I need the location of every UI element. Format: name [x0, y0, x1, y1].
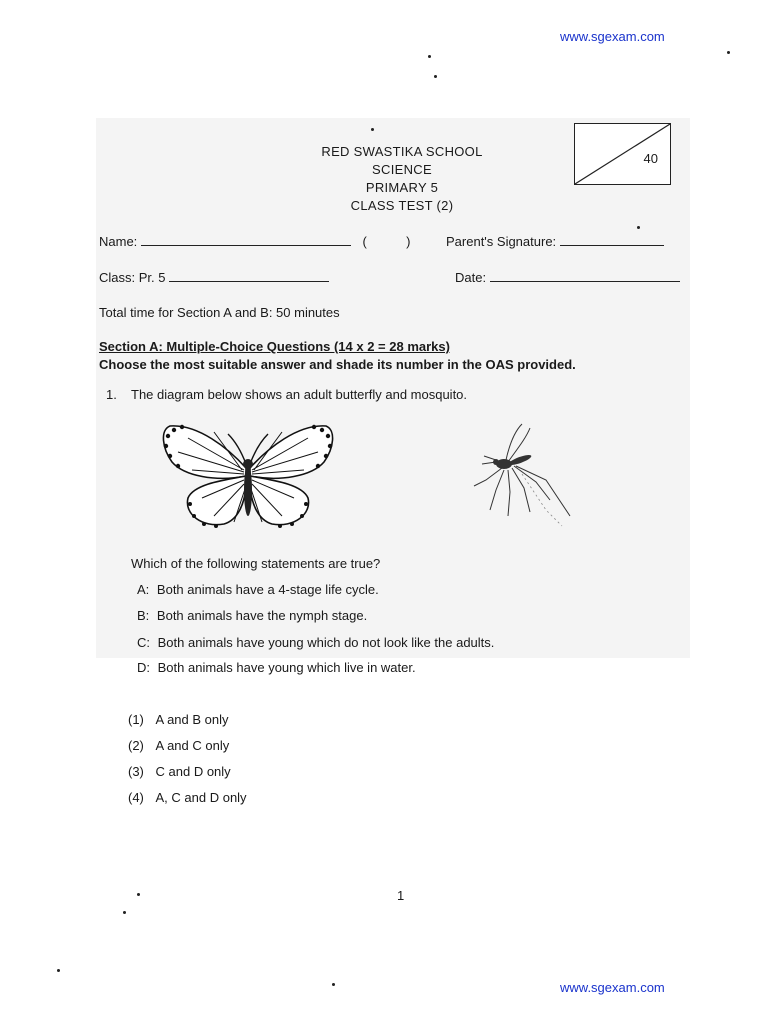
statement-letter: C: [137, 635, 150, 650]
test-title: CLASS TEST (2) [350, 198, 454, 213]
statement-d [137, 660, 416, 675]
time-note: Total time for Section A and B: 50 minutes [99, 305, 340, 320]
question-prompt: Which of the following statements are true? [131, 556, 381, 571]
question-number: 1. [106, 387, 117, 402]
class-field[interactable] [99, 270, 329, 285]
level: PRIMARY 5 [365, 180, 439, 195]
option-text: A, C and D only [155, 790, 247, 805]
name-field[interactable] [99, 234, 410, 249]
scan-speck [371, 128, 374, 131]
scan-speck [332, 983, 335, 986]
score-box [574, 123, 671, 185]
scan-speck [637, 226, 640, 229]
date-blank[interactable] [490, 270, 680, 282]
section-instruction: Choose the most suitable answer and shade its number in the OAS provided. [99, 357, 576, 372]
index-bracket-open: ( [362, 234, 367, 249]
name-label: Name: [99, 234, 138, 249]
option-number: (4) [128, 790, 144, 805]
school-name: RED SWASTIKA SCHOOL [321, 144, 483, 159]
scan-speck [727, 51, 730, 54]
statement-text: Both animals have the nymph stage. [156, 608, 368, 623]
statement-text: Both animals have a 4-stage life cycle. [156, 582, 379, 597]
answer-option-3[interactable] [128, 764, 231, 779]
parent-signature-blank[interactable] [560, 234, 664, 246]
class-label: Class: Pr. 5 [99, 270, 166, 285]
page-number: 1 [397, 888, 405, 903]
answer-option-4[interactable] [128, 790, 247, 805]
option-number: (3) [128, 764, 144, 779]
statement-letter: B: [137, 608, 150, 623]
index-bracket-close: ) [406, 234, 411, 249]
statement-a [137, 582, 379, 597]
question-stem: The diagram below shows an adult butterfly and mosquito. [131, 387, 468, 402]
scan-speck [428, 55, 431, 58]
name-blank[interactable] [141, 234, 351, 246]
answer-option-2[interactable] [128, 738, 229, 753]
section-title: Section A: Multiple-Choice Questions (14 x 2 = 28 marks) [99, 339, 450, 354]
option-number: (1) [128, 712, 144, 727]
scan-speck [123, 911, 126, 914]
watermark-link-bottom[interactable]: www.sgexam.com [560, 980, 665, 995]
scan-speck [434, 75, 437, 78]
statement-c [137, 635, 494, 650]
butterfly-illustration [158, 418, 338, 534]
scan-speck [137, 893, 140, 896]
statement-letter: D: [137, 660, 150, 675]
subject: SCIENCE [372, 162, 432, 177]
class-blank[interactable] [169, 270, 329, 282]
option-number: (2) [128, 738, 144, 753]
parent-signature-field[interactable] [446, 234, 664, 249]
option-text: A and C only [155, 738, 230, 753]
statement-text: Both animals have young which live in water. [157, 660, 416, 675]
parent-signature-label: Parent's Signature: [446, 234, 557, 249]
option-text: A and B only [155, 712, 229, 727]
watermark-link-top[interactable]: www.sgexam.com [560, 29, 665, 44]
answer-option-1[interactable] [128, 712, 229, 727]
score-total: 40 [643, 151, 658, 166]
mosquito-illustration [466, 420, 586, 530]
scan-speck [57, 969, 60, 972]
date-label: Date: [455, 270, 487, 285]
option-text: C and D only [155, 764, 231, 779]
statement-b [137, 608, 367, 623]
date-field[interactable] [455, 270, 680, 285]
statement-text: Both animals have young which do not look like the adults. [157, 635, 495, 650]
statement-letter: A: [137, 582, 150, 597]
